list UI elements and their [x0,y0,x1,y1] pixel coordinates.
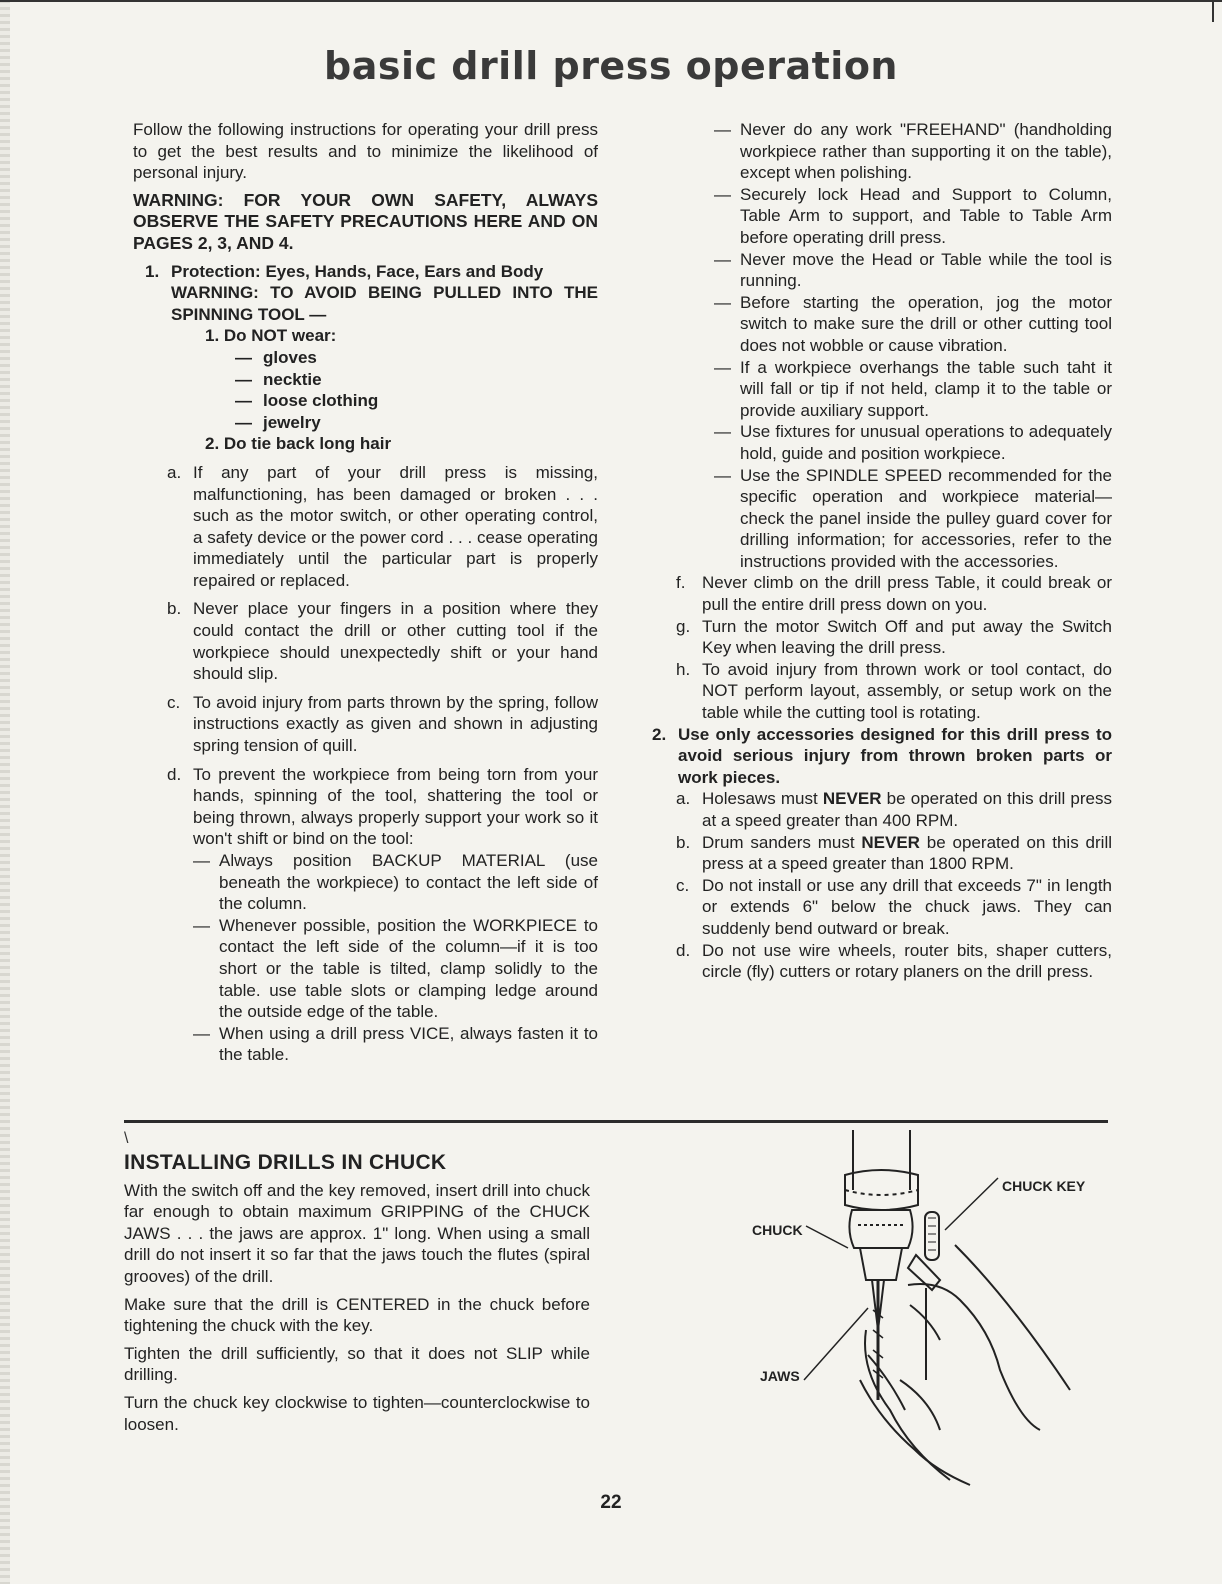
item-a: a. If any part of your drill press is missing, malfunctioning, has been damaged or broken . . . such as the motor switch, or other operating control, a safety device or the power cord . . . cease operating immediately until the particular part is properly repaired or replaced. [167,462,598,590]
item-h: h. To avoid injury from thrown work or tool contact, do NOT perform layout, assembly, or setup work on the table while the cutting tool is rotating. [676,659,1112,723]
d-dash-item: — Whenever possible, position the WORKPIECE to contact the left side of the column—if it is too short or the table is tilted, clamp solidly to the table. use table slots or clamping ledge around the outside edge of the table. [193,915,598,1022]
page-number: 22 [600,1492,622,1513]
right-column [652,119,1112,983]
section-2-item-c: c. Do not install or use any drill that exceeds 7" in length or extends 6" below the chuck jaws. They can suddenly bend outward or break. [676,875,1112,938]
right-dash-item: — Before starting the operation, jog the motor switch to make sure the drill or other cutting tool does not wobble or cause vibration. [714,292,1112,355]
section-1-number: 1. [145,261,160,281]
intro-paragraph: Follow the following instructions for operating your drill press to get the best results and to minimize the likelihood of personal injury. [133,120,598,183]
right-dash-item: — Securely lock Head and Support to Column, Table Arm to support, and Table to Table Arm before operating drill press. [714,184,1112,247]
section-1-warning: WARNING: TO AVOID BEING PULLED INTO THE SPINNING TOOL — [171,283,598,324]
item-f: f. Never climb on the drill press Table, it could break or pull the entire drill press down on you. [676,573,1112,615]
safety-warning: WARNING: FOR YOUR OWN SAFETY, ALWAYS OBSERVE THE SAFETY PRECAUTIONS HERE AND ON PAGES 2, 3, AND 4. [133,189,598,253]
section-2-number: 2. [652,724,667,744]
corner-mark [1212,0,1214,22]
installing-section [124,1152,590,1441]
section-divider [124,1120,1108,1123]
item-c: c. To avoid injury from parts thrown by the spring, follow instructions exactly as given and shown in adjusting spring tension of quill. [167,692,598,756]
installing-paragraph: Turn the chuck key clockwise to tighten—counterclockwise to loosen. [124,1392,590,1434]
wear-item: — loose clothing [235,391,379,411]
section-1 [145,261,598,455]
item-b: b. Never place your fingers in a position where they could contact the drill or other cutting tool if the workpiece should unexpectedly shift or your hand should slip. [167,599,598,684]
top-rule [0,0,1222,2]
right-dash-item: — Never move the Head or Table while the tool is running. [714,249,1112,291]
section-2 [652,724,1112,789]
section-2-item-d: d. Do not use wire wheels, router bits, shaper cutters, circle (fly) cutters or rotary planers on the drill press. [676,940,1112,982]
chuck-label: CHUCK [752,1222,803,1238]
rule-1: 1. Do NOT wear: [205,326,337,346]
right-dash-item: — Use the SPINDLE SPEED recommended for the specific operation and workpiece material—check the panel inside the pulley guard cover for drilling information; for accessories, refer to the instructions provided with the accessories. [714,465,1112,571]
right-dash-item: — Use fixtures for unusual operations to adequately hold, guide and position workpiece. [714,422,1112,463]
rule-2: 2. Do tie back long hair [205,434,392,454]
page-title: basic drill press operation [324,44,898,88]
wear-item: — necktie [235,369,322,389]
item-d: d. To prevent the workpiece from being torn from your hands, spinning of the tool, shattering the tool or being thrown, always properly support your work so it won't shift or bind on the tool: — Always position BACKUP MATERIAL (use beneath the workpiece) to contact the left side of the column. — Whenever possible, position the WORKPIECE to contact the left side of the column—if it is too short or the table is tilted, clamp solidly to the table. use table slots or clamping ledge around the outside edge of the table. — When using a drill press VICE, always fasten it to the table. [167,764,598,1065]
section-1-heading: Protection: Eyes, Hands, Face, Ears and Body [171,261,544,281]
chuck-key-label: CHUCK KEY [1002,1178,1086,1194]
installing-paragraph: Make sure that the drill is CENTERED in the chuck before tightening the chuck with the key. [124,1294,590,1336]
left-column [133,119,598,1066]
page-edge [0,0,10,1584]
section-2-item-b: b. Drum sanders must NEVER be operated on this drill press at a speed greater than 1800 RPM. [676,832,1112,874]
installing-paragraph: Tighten the drill sufficiently, so that it does not SLIP while drilling. [124,1343,590,1385]
d-dash-item: — Always position BACKUP MATERIAL (use beneath the workpiece) to contact the left side of the column. [193,851,598,914]
installing-heading: INSTALLING DRILLS IN CHUCK [124,1151,447,1174]
right-dash-item: — Never do any work "FREEHAND" (handholding workpiece rather than supporting it on the table), except when polishing. [714,120,1112,183]
installing-paragraph: With the switch off and the key removed, insert drill into chuck far enough to obtain maximum GRIPPING of the CHUCK JAWS . . . the jaws are approx. 1" long. When using a small drill do not insert it so far that the jaws touch the flutes (spiral grooves) of the drill. [124,1180,590,1286]
chuck-illustration [740,1130,1120,1490]
section-2-item-a: a. Holesaws must NEVER be operated on this drill press at a speed greater than 400 RPM. [676,789,1112,830]
right-dash-item: — If a workpiece overhangs the table such taht it will fall or tip if not held, clamp it to the table or provide auxiliary support. [714,357,1112,420]
section-2-heading: Use only accessories designed for this drill press to avoid serious injury from thrown broken parts or work pieces. [678,724,1112,787]
stray-mark: \ [124,1130,129,1147]
jaws-label: JAWS [760,1368,800,1384]
wear-item: — jewelry [235,412,321,432]
wear-item: — gloves [235,347,317,367]
d-dash-item: — When using a drill press VICE, always fasten it to the table. [193,1023,598,1065]
item-g: g. Turn the motor Switch Off and put away the Switch Key when leaving the drill press. [676,616,1112,658]
